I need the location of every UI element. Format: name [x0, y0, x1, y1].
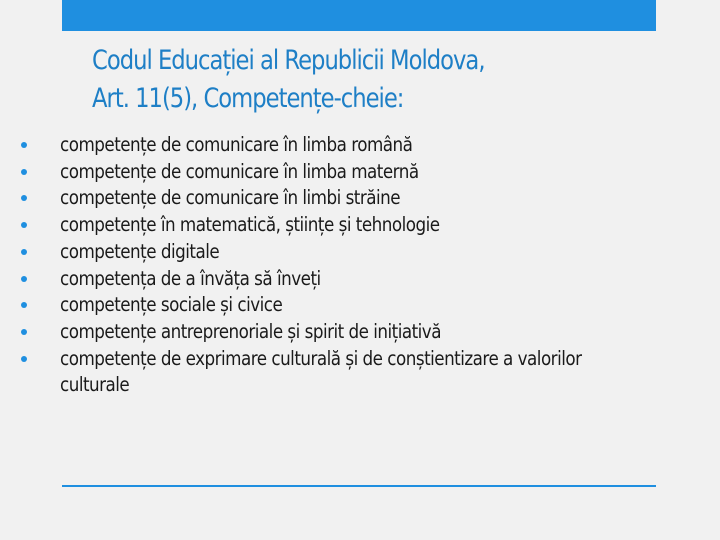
list-item [20, 212, 680, 239]
slide-title [92, 42, 562, 118]
slide-title-line-2: Art. 11(5), Competențe-cheie: [92, 83, 404, 114]
list-item-text: competențe de comunicare în limba maternă [60, 159, 419, 183]
list-item-text: competențe de comunicare în limba română [60, 133, 413, 156]
bottom-divider [62, 485, 656, 487]
competences-list [20, 132, 680, 399]
bullet-icon [21, 142, 27, 148]
list-item-text: competențe antreprenoriale și spirit de inițiativă [60, 319, 441, 343]
list-item [20, 292, 680, 319]
list-item [20, 239, 680, 266]
bullet-icon [21, 302, 27, 308]
slide-title-line-1: Codul Educației al Republicii Moldova, [92, 45, 485, 76]
bullet-icon [21, 222, 27, 228]
list-item [20, 319, 680, 346]
list-item [20, 132, 680, 159]
list-item [20, 159, 680, 186]
top-accent-bar [62, 0, 656, 31]
list-item-text: competențe în matematică, științe și tehnologie [60, 213, 440, 237]
list-item [20, 346, 680, 399]
list-item-text: competențe digitale [60, 239, 220, 263]
bullet-icon [21, 276, 27, 282]
list-item [20, 266, 680, 293]
list-item-text: competențe sociale și civice [60, 293, 283, 317]
list-item-text: competențe de comunicare în limbi străine [60, 186, 401, 210]
list-item-text: competența de a învăța să înveți [60, 266, 321, 290]
bullet-icon [21, 249, 27, 255]
list-item-text: competențe de exprimare culturală și de conștientizare a valorilor culturale [60, 346, 582, 397]
bullet-icon [21, 195, 27, 201]
bullet-icon [21, 356, 27, 362]
list-item [20, 185, 680, 212]
bullet-icon [21, 329, 27, 335]
bullet-icon [21, 169, 27, 175]
